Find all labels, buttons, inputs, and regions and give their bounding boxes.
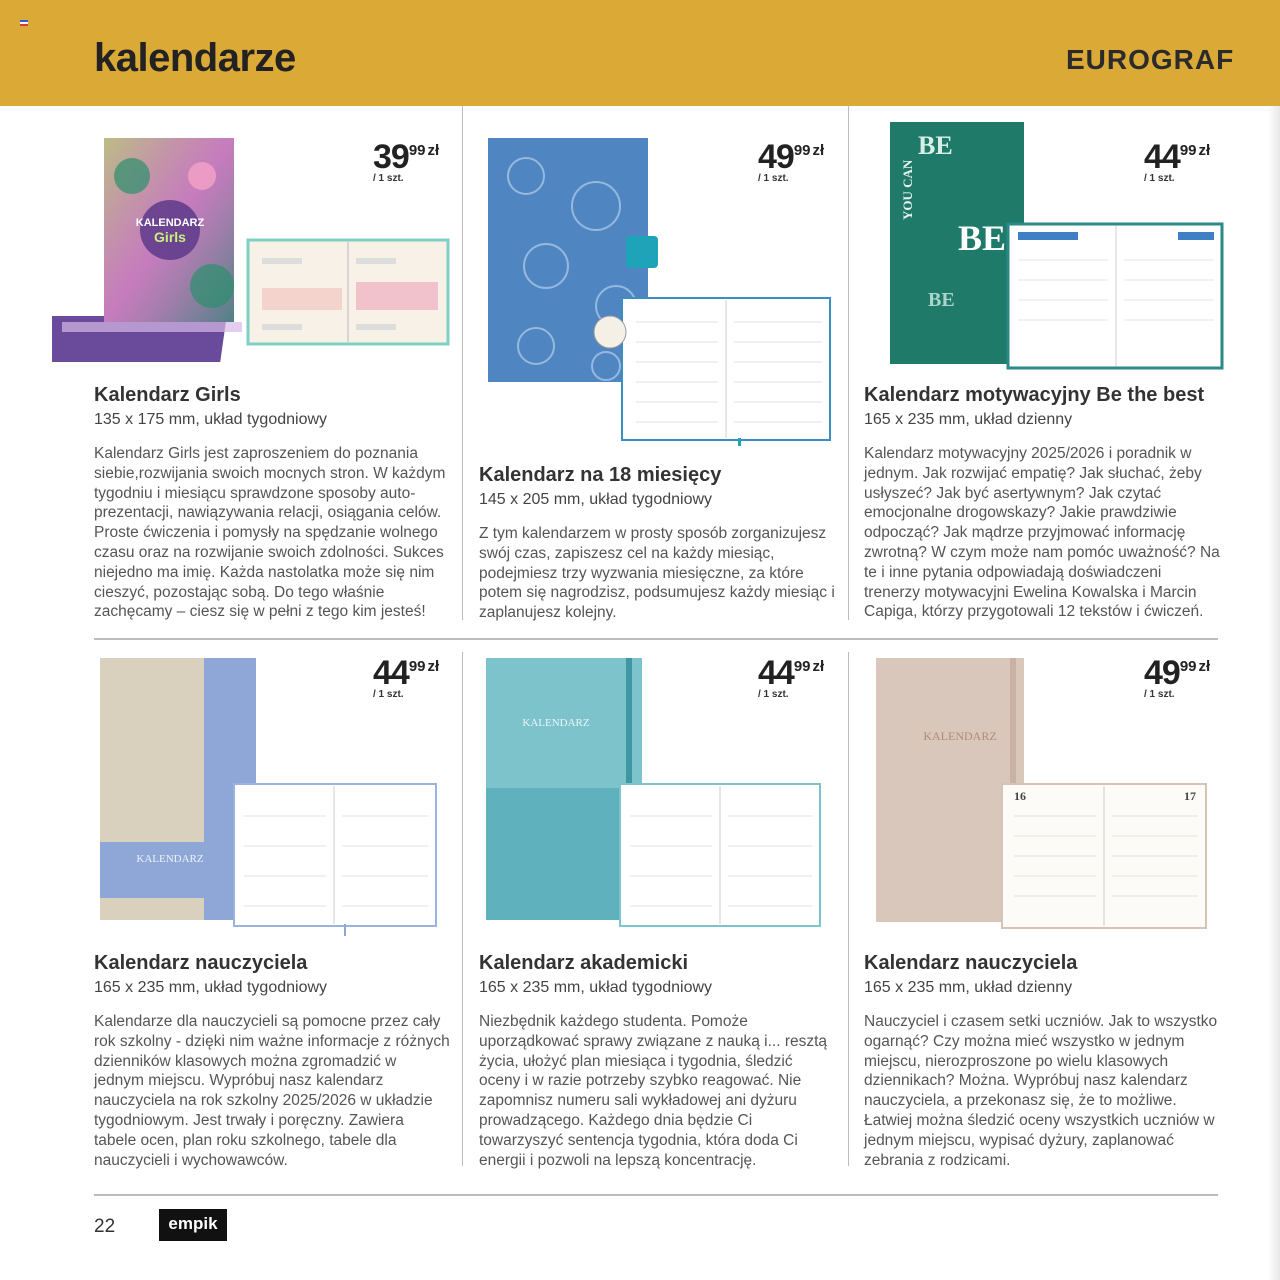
page-header: [0, 0, 1280, 106]
product-spec: 165 x 235 mm, układ dzienny: [864, 411, 1073, 428]
flag-icon: [20, 20, 28, 26]
price-currency: zł: [812, 142, 825, 159]
price-cents: 99: [1179, 142, 1197, 159]
price-main: 39: [373, 138, 409, 176]
brand-logo: EUROGRAF: [1066, 44, 1235, 75]
price-unit: / 1 szt.: [758, 173, 789, 184]
page-number: 22: [94, 1216, 116, 1237]
page-edge-shadow: [1268, 106, 1280, 1280]
price-currency: zł: [812, 658, 825, 675]
product-name: Kalendarz na 18 miesięcy: [479, 464, 722, 486]
product-spec: 145 x 205 mm, układ tygodniowy: [479, 491, 713, 508]
product-name: Kalendarz motywacyjny Be the best: [864, 384, 1205, 406]
page-number-right: 17: [1184, 789, 1196, 803]
price-main: 49: [1144, 654, 1180, 692]
product-spec: 135 x 175 mm, układ tygodniowy: [94, 411, 328, 428]
price-cents: 99: [408, 658, 426, 675]
column-divider: [848, 652, 849, 1166]
cover-title: KALENDARZ: [522, 717, 590, 729]
page-title: kalendarze: [94, 36, 296, 80]
cover-title: KALENDARZ: [135, 217, 205, 229]
cover-word: BE: [918, 131, 953, 160]
product-name: Kalendarz nauczyciela: [864, 952, 1078, 974]
column-divider: [462, 652, 463, 1166]
row-divider: [94, 638, 1218, 640]
cover-subtitle: Girls: [154, 229, 186, 245]
svg-text:BE: BE: [958, 218, 1007, 258]
price-main: 49: [758, 138, 794, 176]
product-description: Kalendarze dla nauczycieli są pomocne przez cały rok szkolny - dzięki nim ważne informacje z różnych dzienników klasowych można zgromadzić w jednym miejscu. Wypróbuj nasz kalendarz nauczyciela na rok szkolny 2025/2026 w układzie tygodniowym. Jest trwały i poręczny. Zawiera tabele ocen, plan roku szkolnego, tabele dla nauczycieli i wychowawców.: [94, 1013, 450, 1169]
svg-text:BE: BE: [928, 289, 955, 311]
price-unit: / 1 szt.: [758, 689, 789, 700]
price-tag: [373, 138, 439, 184]
price-cents: 99: [1179, 658, 1197, 675]
price-currency: zł: [427, 658, 440, 675]
cover-phrase: YOU CAN: [900, 159, 915, 220]
price-unit: / 1 szt.: [373, 689, 404, 700]
price-tag: [1144, 138, 1210, 184]
price-tag: [373, 654, 439, 700]
column-divider: [462, 106, 463, 620]
price-tag: [758, 138, 824, 184]
product-name: Kalendarz nauczyciela: [94, 952, 308, 974]
empik-logo: empik: [159, 1209, 227, 1241]
price-tag: [758, 654, 824, 700]
price-main: 44: [373, 654, 409, 692]
price-currency: zł: [1198, 658, 1211, 675]
price-tag: [1144, 654, 1210, 700]
product-spec: 165 x 235 mm, układ tygodniowy: [479, 979, 713, 996]
price-cents: 99: [408, 142, 426, 159]
product-spec: 165 x 235 mm, układ dzienny: [864, 979, 1073, 996]
product-spec: 165 x 235 mm, układ tygodniowy: [94, 979, 328, 996]
product-description: Kalendarz Girls jest zaproszeniem do poznania siebie,rozwijania swoich mocnych stron. W każdym tygodniu i miesiącu sprawdzone sposoby auto-prezentacji, nawiązywania relacji, osiągania celów. Proste ćwiczenia i pomysły na spędzanie wolnego czasu oraz na rozwijanie swoich zdolności. Sukces niejedno ma imię. Każda nastolatka może się nim cieszyć, pozostając sobą. Do tego właśnie zachęcamy – ciesz się w pełni z tego kim jesteś!: [94, 445, 446, 621]
price-currency: zł: [1198, 142, 1211, 159]
product-description: Nauczyciel i czasem setki uczniów. Jak to wszystko ogarnąć? Czy można mieć wszystko w jednym miejscu, nierozproszone po wielu klasowych dziennikach? Można. Wypróbuj nasz kalendarz nauczyciela, a przekonasz się, że to możliwe. Łatwiej można śledzić oceny wszystkich uczniów w jednym miejscu, wypisać dyżury, zaplanować zebrania z rodzicami.: [864, 1013, 1218, 1169]
footer-divider: [94, 1194, 1218, 1196]
price-cents: 99: [793, 658, 811, 675]
product-name: Kalendarz akademicki: [479, 952, 688, 974]
cover-title: KALENDARZ: [136, 853, 204, 865]
price-currency: zł: [427, 142, 440, 159]
price-unit: / 1 szt.: [1144, 173, 1175, 184]
price-main: 44: [1144, 138, 1180, 176]
column-divider: [848, 106, 849, 620]
price-unit: / 1 szt.: [1144, 689, 1175, 700]
price-cents: 99: [793, 142, 811, 159]
price-unit: / 1 szt.: [373, 173, 404, 184]
page-number-left: 16: [1014, 789, 1026, 803]
cover-title: KALENDARZ: [923, 729, 997, 743]
product-description: Niezbędnik każdego studenta. Pomoże uporządkować sprawy związane z nauką i... resztą życia, ułożyć plan miesiąca i tygodnia, śledzić oceny i w razie potrzeby szybko reagować. Nie zapomnisz numeru sali wykładowej ani dyżuru prowadzącego. Każdego dnia będzie Ci towarzyszyć sentencja tygodnia, która doda Ci energii i pozwoli na lepszą koncentrację.: [479, 1013, 828, 1169]
product-description: Z tym kalendarzem w prosty sposób zorganizujesz swój czas, zapiszesz cel na każdy miesiąc, podejmiesz trzy wyzwania miesięczne, za które potem się nagrodzisz, podsumujesz każdy miesiąc i zaplanujesz kolejny.: [479, 525, 835, 622]
product-name: Kalendarz Girls: [94, 384, 241, 406]
product-description: Kalendarz motywacyjny 2025/2026 i poradnik w jednym. Jak rozwijać empatię? Jak słuchać, żeby usłyszeć? Jak być asertywnym? Jak czytać emocjonalne drogowskazy? Jakie prawdziwie odpocząć? Jak mądrze przyjmować informację zwrotną? W czym może nam pomóc uważność? Na te i inne pytania odpowiadają doświadczeni trenerzy motywacyjni Ewelina Kowalska i Marcin Capiga, którzy przygotowali 12 tekstów i ćwiczeń.: [864, 445, 1220, 621]
price-main: 44: [758, 654, 794, 692]
